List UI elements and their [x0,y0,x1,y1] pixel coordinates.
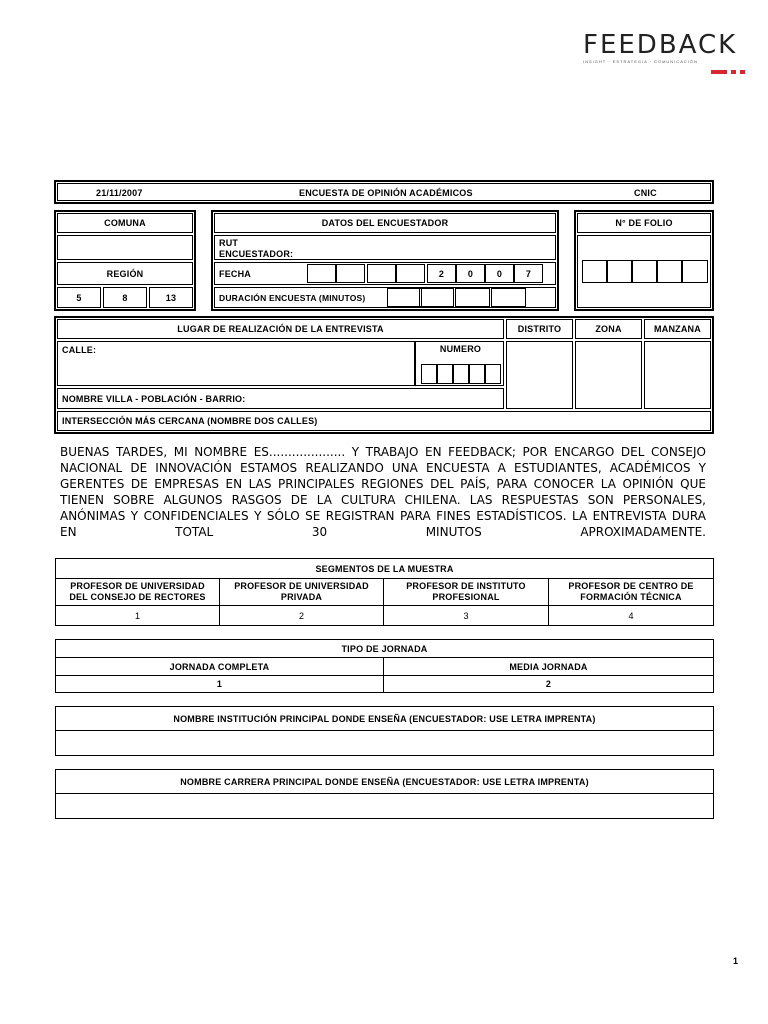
duracion-digit-box[interactable] [387,288,422,307]
segmento-code[interactable]: 4 [628,610,634,621]
rut-encuestador-field[interactable] [214,235,556,260]
folio-label: N° DE FOLIO [577,213,711,233]
distrito-label: DISTRITO [506,319,573,339]
date-digit-box[interactable] [307,264,336,283]
comuna-field[interactable] [57,235,193,260]
segmentos-title: SEGMENTOS DE LA MUESTRA [56,559,713,579]
folio-digit-box[interactable] [682,260,708,283]
jornada-code[interactable]: 1 [56,676,384,692]
brand-tagline: INSIGHT · ESTRATEGIA · COMUNICACIÓN [583,59,698,64]
survey-code: CNIC [634,188,657,198]
year-digit-box: 0 [456,264,485,283]
calle-field[interactable] [57,341,415,386]
segmento-label: PROFESOR DE UNIVERSIDAD PRIVADA [220,579,384,606]
numero-digit-box[interactable] [421,364,437,384]
carrera-title: NOMBRE CARRERA PRINCIPAL DONDE ENSEÑA (ENCUESTADOR: USE LETRA IMPRENTA) [56,770,713,794]
brand-logo [583,30,748,78]
accent-mark [711,70,727,74]
segmentos-table [55,558,714,626]
survey-header [54,180,714,204]
fecha-row [214,262,556,285]
intro-paragraph: BUENAS TARDES, MI NOMBRE ES.................... Y TRABAJO EN FEEDBACK; POR ENCARGO DEL CONSEJO NACIONAL DE INNOVACIÓN ESTAMOS REALIZANDO UNA ENCUESTA A ESTUDIANTES, ACADÉMICOS Y GERENTES DE EMPRESAS EN LAS PRINCIPALES REGIONES DEL PAÍS, PARA CONOCER LA OPINIÓN QUE TIENEN SOBRE ALGUNOS RASGOS DE LA CULTURA CHILENA. LAS RESPUESTAS SON PERSONALES, ANÓNIMAS Y CONFIDENCIALES Y SÓLO SE REGISTRAN PARA FINES ESTADÍSTICOS. LA ENTREVISTA DURA EN TOTAL 30 MINUTOS APROXIMADAMENTE. [60,445,706,539]
folio-block [574,210,714,311]
villa-field[interactable] [57,388,504,409]
year-digit-box: 2 [427,264,456,283]
accent-mark [731,70,736,74]
zona-label: ZONA [575,319,642,339]
duracion-row [214,287,556,308]
date-digit-box[interactable] [336,264,365,283]
carrera-table [55,769,714,819]
folio-digit-box[interactable] [582,260,607,283]
jornada-code[interactable]: 2 [545,679,552,689]
jornada-label: MEDIA JORNADA [384,658,713,676]
lugar-label: LUGAR DE REALIZACIÓN DE LA ENTREVISTA [57,319,504,339]
jornada-table [55,639,714,693]
duracion-digit-box[interactable] [491,288,526,307]
folio-digit-box[interactable] [607,260,632,283]
page-number: 1 [733,956,739,966]
duracion-digit-box[interactable] [455,288,490,307]
manzana-field[interactable] [644,341,711,409]
fecha-label: FECHA [219,269,251,279]
interseccion-label: INTERSECCIÓN MÁS CERCANA (NOMBRE DOS CALLES) [62,416,318,426]
encuestador-label: DATOS DEL ENCUESTADOR [214,213,556,233]
institucion-table [55,706,714,756]
distrito-field[interactable] [506,341,573,409]
comuna-block [54,210,196,311]
jornada-label: JORNADA COMPLETA [56,658,384,676]
survey-title: ENCUESTA DE OPINIÓN ACADÉMICOS [299,188,473,198]
brand-accent-marks [711,70,745,74]
folio-digit-box[interactable] [657,260,682,283]
region-option[interactable]: 8 [103,287,147,308]
accent-mark [740,70,745,74]
segmento-code[interactable]: 1 [56,606,220,625]
region-label: REGIÓN [57,262,193,285]
fecha-boxes [307,264,545,283]
date-digit-box[interactable] [367,264,396,283]
numero-label: NUMERO [439,344,482,354]
date-digit-box[interactable] [396,264,425,283]
encuestador-block [211,210,559,311]
jornada-title: TIPO DE JORNADA [56,640,713,658]
duracion-digit-box[interactable] [419,288,454,307]
segmento-code[interactable]: 2 [220,606,384,625]
duracion-label: DURACIÓN ENCUESTA (MINUTOS) [219,293,366,303]
region-option[interactable]: 5 [57,287,101,308]
rut-label: RUT [219,238,239,248]
interseccion-field[interactable] [57,411,711,431]
folio-digit-box[interactable] [632,260,657,283]
zona-field[interactable] [575,341,642,409]
numero-digit-box[interactable] [453,364,469,384]
institucion-title: NOMBRE INSTITUCIÓN PRINCIPAL DONDE ENSEÑA (ENCUESTADOR: USE LETRA IMPRENTA) [56,707,713,731]
calle-label: CALLE: [62,345,97,355]
numero-field [415,341,504,386]
lugar-block [54,316,714,434]
numero-digit-box[interactable] [437,364,453,384]
villa-label: NOMBRE VILLA - POBLACIÓN - BARRIO: [62,394,246,404]
comuna-label: COMUNA [57,213,193,233]
numero-digit-box[interactable] [485,364,501,384]
year-digit-box: 0 [485,264,514,283]
segmento-code[interactable]: 3 [384,606,549,625]
brand-name: FEEDBACK [583,30,738,60]
institucion-field[interactable] [56,731,713,755]
segmento-label: PROFESOR DE INSTITUTO PROFESIONAL [384,579,549,606]
carrera-field[interactable] [56,794,713,818]
folio-area [577,235,711,308]
segmento-label: PROFESOR DE CENTRO DE FORMACIÓN TÉCNICA [549,579,713,606]
numero-digit-box[interactable] [469,364,485,384]
survey-date: 21/11/2007 [96,188,143,198]
region-option[interactable]: 13 [149,287,193,308]
manzana-label: MANZANA [644,319,711,339]
segmento-label: PROFESOR DE UNIVERSIDAD DEL CONSEJO DE RECTORES [56,579,220,606]
encuestador-name-label: ENCUESTADOR: [219,249,294,259]
year-digit-box: 7 [514,264,543,283]
